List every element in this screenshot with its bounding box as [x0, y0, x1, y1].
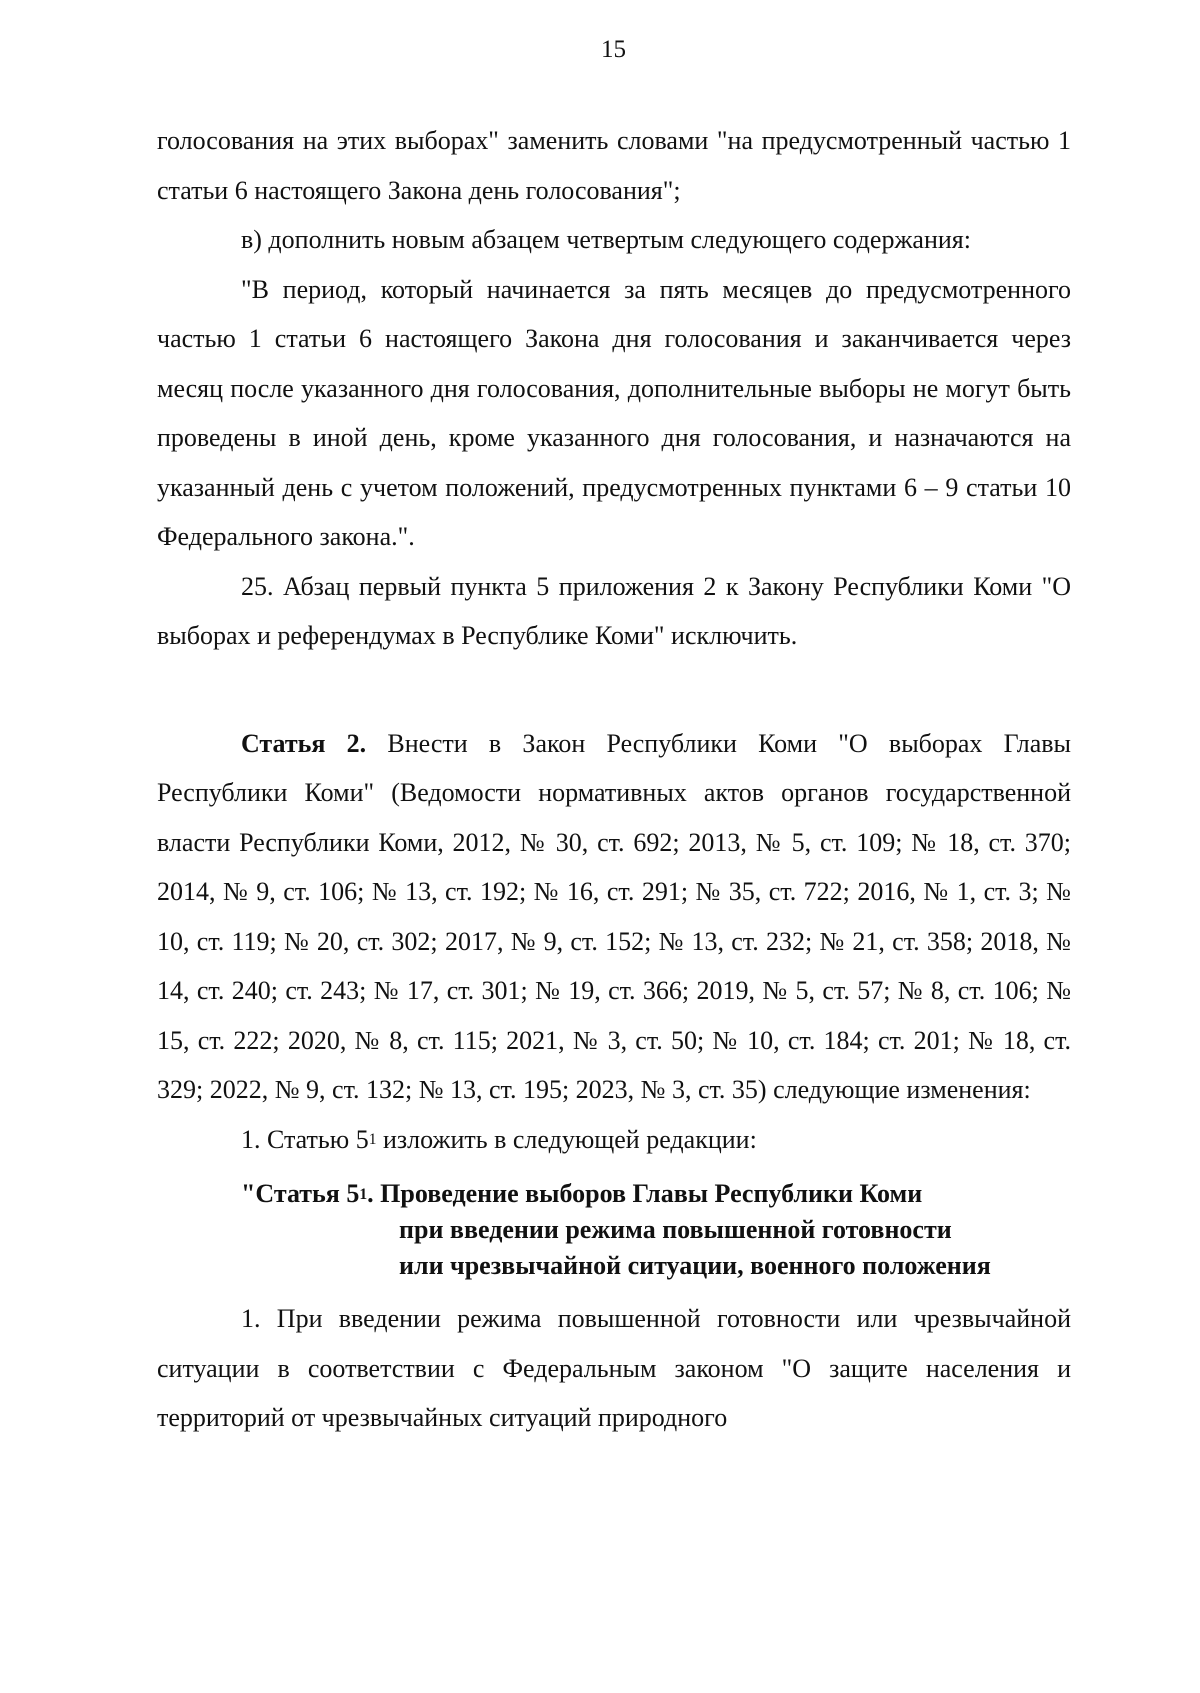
- paragraph-continuation: голосования на этих выборах" заменить словами "на предусмотренный частью 1 статьи 6 настоящего Закона день голосования";: [157, 126, 1071, 205]
- article-heading: [241, 1176, 1071, 1284]
- item-1-suffix: изложить в следующей редакции:: [376, 1124, 757, 1154]
- article-2-label: Статья 2.: [241, 728, 367, 758]
- paragraph-item-1: [157, 1115, 1071, 1165]
- article-2-text: Внести в Закон Республики Коми "О выборах Главы Республики Коми" (Ведомости нормативных актов органов государственной власти Республики Коми, 2012, № 30, ст. 692; 2013, № 5, ст. 109; № 18, ст. 370; 2014, № 9, ст. 106; № 13, ст. 192; № 16, ст. 291; № 35, ст. 722; 2016, № 1, ст. 3; № 10, ст. 119; № 20, ст. 302; 2017, № 9, ст. 152; № 13, ст. 232; № 21, ст. 358; 2018, № 14, ст. 240; ст. 243; № 17, ст. 301; № 19, ст. 366; 2019, № 5, ст. 57; № 8, ст. 106; № 15, ст. 222; 2020, № 8, ст. 115; 2021, № 3, ст. 50; № 10, ст. 184; ст. 201; № 18, ст. 329; 2022, № 9, ст. 132; № 13, ст. 195; 2023, № 3, ст. 35) следующие изменения:: [157, 728, 1072, 1104]
- item-1-prefix: 1. Статью 5: [241, 1124, 369, 1154]
- page-number: 15: [601, 36, 626, 63]
- paragraph-point-1: 1. При введении режима повышенной готовности или чрезвычайной ситуации в соответствии с Федеральным законом "О защите населения и территорий от чрезвычайных ситуаций природного: [157, 1304, 1071, 1432]
- paragraph-quoted-insert: "В период, который начинается за пять месяцев до предусмотренного частью 1 статьи 6 настоящего Закона дня голосования и заканчивается через месяц после указанного дня голосования, дополнительные выборы не могут быть проведены в иной день, кроме указанного дня голосования, и назначаются на указанный день с учетом положений, предусмотренных пунктами 6 – 9 статьи 10 Федерального закона.".: [157, 274, 1071, 551]
- heading-superscript: 1: [359, 1185, 368, 1203]
- paragraph-item-v: в) дополнить новым абзацем четвертым следующего содержания:: [241, 225, 971, 254]
- paragraph-article-2: [157, 719, 1071, 1115]
- heading-line-1-suffix: . Проведение выборов Главы Республики Коми: [367, 1179, 923, 1208]
- document-body: [157, 116, 1071, 1443]
- heading-line-1: [241, 1179, 922, 1208]
- section-spacer: [157, 661, 1071, 719]
- paragraph-item-25: 25. Абзац первый пункта 5 приложения 2 к Закону Республики Коми "О выборах и референдумах в Республике Коми" исключить.: [157, 571, 1071, 650]
- item-1-superscript: 1: [368, 1131, 377, 1149]
- heading-line-3: или чрезвычайной ситуации, военного положения: [399, 1251, 991, 1280]
- heading-line-2: при введении режима повышенной готовности: [399, 1215, 952, 1244]
- heading-prefix: "Статья 5: [241, 1179, 360, 1208]
